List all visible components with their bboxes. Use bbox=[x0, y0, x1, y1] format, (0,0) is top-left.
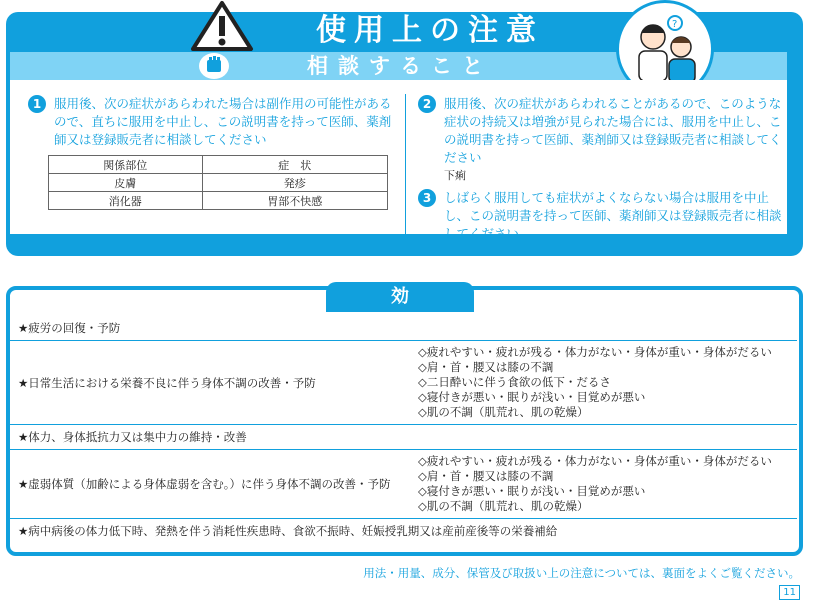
table-header-cell: 関係部位 bbox=[49, 156, 203, 174]
efficacy-row-text: ★疲労の回復・予防 bbox=[10, 316, 797, 341]
svg-text:?: ? bbox=[672, 19, 678, 30]
warning-icon bbox=[190, 0, 254, 52]
list-item: ◇疲れやすい・疲れが残る・体力がない・身体が重い・身体がだるい bbox=[418, 454, 772, 468]
table-header-row bbox=[49, 156, 388, 174]
efficacy-symptom-list bbox=[414, 341, 797, 425]
table-row bbox=[10, 316, 797, 341]
consult-right-column bbox=[418, 95, 788, 243]
list-item: ◇寝付きが悪い・眠りが浅い・目覚めが悪い bbox=[418, 484, 646, 498]
table-row bbox=[10, 450, 797, 519]
efficacy-row-text: ★体力、身体抵抗力又は集中力の維持・改善 bbox=[10, 425, 797, 450]
table-cell: 皮膚 bbox=[49, 174, 203, 192]
table-row bbox=[10, 425, 797, 450]
consult-item-1 bbox=[28, 95, 396, 149]
consult-item-3 bbox=[418, 189, 788, 243]
consult-hand-icon bbox=[199, 53, 229, 79]
efficacy-row-label: ★日常生活における栄養不良に伴う身体不調の改善・予防 bbox=[10, 341, 414, 425]
footer-text: 用法・用量、成分、保管及び取扱い上の注意については、裏面をよくご覧ください。 bbox=[363, 566, 800, 580]
consult-item-1-text: 服用後、次の症状があらわれた場合は副作用の可能性があるので、直ちに服用を中止し、この説明書を持って医師、薬剤師又は登録販売者に相談してください bbox=[54, 96, 392, 147]
consult-item-2-text: 服用後、次の症状があらわれることがあるので、このような症状の持続又は増強が見られた場合には、服用を中止し、この説明書を持って医師、薬剤師又は登録販売者に相談してください bbox=[444, 96, 782, 165]
list-item: ◇疲れやすい・疲れが残る・体力がない・身体が重い・身体がだるい bbox=[418, 345, 772, 359]
page-title: 使用上の注意 bbox=[316, 13, 544, 48]
efficacy-row-text: ★病中病後の体力低下時、発熱を伴う消耗性疾患時、食欲不振時、妊娠授乳期又は産前産後等の栄養補給 bbox=[18, 524, 558, 538]
table-row bbox=[49, 192, 388, 210]
table-row bbox=[10, 341, 797, 425]
table-cell: 発疹 bbox=[202, 174, 387, 192]
column-divider bbox=[405, 94, 406, 242]
efficacy-row-label: ★虚弱体質（加齢による身体虚弱を含む。）に伴う身体不調の改善・予防 bbox=[10, 450, 414, 519]
side-effect-table bbox=[48, 155, 388, 210]
item-number-badge: 2 bbox=[418, 95, 436, 113]
table-header-cell: 症 状 bbox=[202, 156, 387, 174]
table-row bbox=[49, 174, 388, 192]
item-number-badge: 3 bbox=[418, 189, 436, 207]
list-item: ◇肌の不調（肌荒れ、肌の乾燥） bbox=[418, 405, 589, 419]
consult-item-2 bbox=[418, 95, 788, 167]
list-item: ◇二日酔いに伴う食欲の低下・だるさ bbox=[418, 375, 611, 389]
table-row bbox=[10, 519, 797, 544]
page-number: 11 bbox=[779, 585, 800, 600]
list-item: ◇肌の不調（肌荒れ、肌の乾燥） bbox=[418, 499, 589, 513]
efficacy-title: 効 能 bbox=[326, 282, 474, 312]
list-item: ◇肩・首・腰又は膝の不調 bbox=[418, 360, 554, 374]
item-number-badge: 1 bbox=[28, 95, 46, 113]
footer-note bbox=[340, 564, 800, 598]
table-cell: 消化器 bbox=[49, 192, 203, 210]
consult-subtitle: 相談すること bbox=[307, 54, 493, 78]
consult-item-2-note: 下痢 bbox=[444, 169, 466, 182]
list-item: ◇寝付きが悪い・眠りが浅い・目覚めが悪い bbox=[418, 390, 646, 404]
efficacy-table bbox=[10, 316, 797, 543]
consult-item-3-text: しばらく服用しても症状がよくならない場合は服用を中止し、この説明書を持って医師、薬剤師又は登録販売者に相談してください bbox=[444, 190, 782, 241]
table-cell: 胃部不快感 bbox=[202, 192, 387, 210]
consult-left-column bbox=[28, 95, 396, 210]
list-item: ◇肩・首・腰又は膝の不調 bbox=[418, 469, 554, 483]
efficacy-symptom-list bbox=[414, 450, 797, 519]
